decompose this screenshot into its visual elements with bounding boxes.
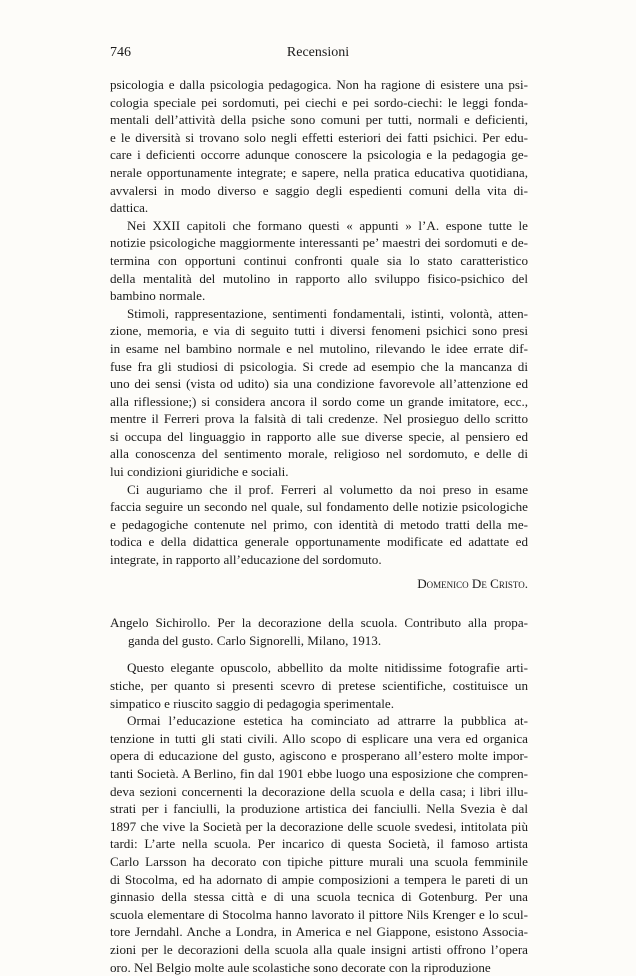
paragraph: [110, 76, 528, 217]
text-line: tore Jerndahl. Anche a Londra, in America e nel Giappone, esistono Associa-: [110, 923, 528, 941]
page-body: [110, 76, 528, 976]
citation-line: ganda del gusto. Carlo Signorelli, Milano, 1913.: [110, 632, 528, 650]
text-line: in esame nel bambino normale e nel mutolino, rilevando le idee errate dif-: [110, 340, 528, 358]
review-ferreri: [110, 76, 528, 569]
text-line: bambino normale.: [110, 287, 528, 305]
text-line: zione, memoria, e via di seguito tutti i diversi fenomeni psichici sono presi: [110, 322, 528, 340]
review-sichirollo-body: [110, 659, 528, 976]
page-header: [110, 45, 526, 65]
text-line: psicologia e dalla psicologia pedagogica. Non ha ragione di esistere una psi-: [110, 76, 528, 94]
text-line: notizie psicologiche maggiormente interessanti pe’ maestri dei sordomuti e de-: [110, 234, 528, 252]
text-line: ginnasio della stessa città e di una scuola tecnica di Gotenburg. Per una: [110, 888, 528, 906]
text-line: si occupa del linguaggio in rapporto alle sue diverse specie, al pensiero ed: [110, 428, 528, 446]
paragraph: [110, 217, 528, 305]
text-line: deva sezioni concernenti la decorazione della scuola e della casa; i libri illu-: [110, 783, 528, 801]
text-line: stiche, per quanto si presenti scevro di pretese scientifiche, costituisce un: [110, 677, 528, 695]
text-line: care i deficienti occorre adunque conoscere la psicologia e la pedagogia ge-: [110, 146, 528, 164]
text-line: uno dei sensi (vista od udito) sia una condizione favorevole all’attenzione ed: [110, 375, 528, 393]
text-line: strati per i fanciulli, la produzione artistica dei fanciulli. Nella Svezia è dal: [110, 800, 528, 818]
running-head: Recensioni: [110, 45, 526, 61]
text-line: mentali dell’attività della psiche sono comuni per tutti, normali e deficienti,: [110, 111, 528, 129]
text-line: cologia speciale pei sordomuti, pei ciechi e pei sordo-ciechi: le leggi fonda-: [110, 94, 528, 112]
text-line: integrate, in rapporto all’educazione del sordomuto.: [110, 551, 528, 569]
text-line: e pedagogiche contenute nel primo, con identità di metodo tratti della me-: [110, 516, 528, 534]
text-line: dattica.: [110, 199, 528, 217]
text-line: della mentalità del mutolino in rapporto allo sviluppo fisico-psichico del: [110, 270, 528, 288]
text-line: tanti Società. A Berlino, fin dal 1901 ebbe luogo una esposizione che compren-: [110, 765, 528, 783]
text-line: simpatico e riuscito saggio di pedagogia sperimentale.: [110, 695, 528, 713]
text-line: tardi: L’arte nella scuola. Per incarico di questa Società, il famoso artista: [110, 835, 528, 853]
text-line: Stimoli, rappresentazione, sentimenti fondamentali, istinti, volontà, atten-: [110, 305, 528, 323]
paragraph: [110, 305, 528, 481]
paragraph: [110, 481, 528, 569]
text-line: Nei XXII capitoli che formano questi « appunti » l’A. espone tutte le: [110, 217, 528, 235]
book-citation: [110, 614, 528, 649]
text-line: opera di educazione del gusto, agiscono e prosperano all’estero molte impor-: [110, 747, 528, 765]
text-line: di Stocolma, ed ha adornato di ampie composizioni a tempera le pareti di un: [110, 871, 528, 889]
text-line: avvalersi in modo diverso e saggio degli espedienti comuni della vita di-: [110, 182, 528, 200]
text-line: nerale opportunamente integrate; e sapere, nella pratica educativa quotidiana,: [110, 164, 528, 182]
review-sichirollo: [110, 614, 528, 976]
text-line: termina con opportuni continui confronti quale sia lo stato caratteristico: [110, 252, 528, 270]
reviewer-signature: Domenico De Cristo.: [110, 575, 528, 593]
text-line: Ci auguriamo che il prof. Ferreri al volumetto da noi preso in esame: [110, 481, 528, 499]
text-line: Ormai l’educazione estetica ha cominciato ad attrarre la pubblica at-: [110, 712, 528, 730]
text-line: alla conoscenza del sentimento morale, religioso nel sordomuto, e delle di: [110, 445, 528, 463]
text-line: mentre il Ferreri prova la falsità di tali credenze. Nel prosieguo dello scritto: [110, 410, 528, 428]
text-line: oro. Nel Belgio molte aule scolastiche sono decorate con la riproduzione: [110, 959, 528, 976]
text-line: faccia seguire un secondo nel quale, sul fondamento delle notizie psicologiche: [110, 498, 528, 516]
text-line: Questo elegante opuscolo, abbellito da molte nitidissime fotografie arti-: [110, 659, 528, 677]
text-line: 1897 che vive la Società per la decorazione delle scuole svedesi, intitolata più: [110, 818, 528, 836]
paragraph: [110, 712, 528, 976]
text-line: alla riflessione;) si considera ancora il sordo come un grande imitatore, ecc.,: [110, 393, 528, 411]
text-line: todica e della didattica generale opportunamente modificate ed adattate ed: [110, 533, 528, 551]
text-line: scuola elementare di Stocolma hanno lavorato il pittore Nils Krenger e lo scul-: [110, 906, 528, 924]
text-line: tenzione in tutti gli stati civili. Allo scopo di esplicare una vera ed organica: [110, 730, 528, 748]
text-line: zioni per le decorazioni della scuola alla quale insigni artisti offrono l’opera: [110, 941, 528, 959]
text-line: fuse fra gli studiosi di psicologia. Si crede ad esempio che la mancanza di: [110, 358, 528, 376]
citation-line: Angelo Sichirollo. Per la decorazione della scuola. Contributo alla propa-: [110, 614, 528, 632]
text-line: Carlo Larsson ha decorato con tipiche pitture murali una scuola femminile: [110, 853, 528, 871]
page-number: 746: [110, 45, 131, 61]
text-line: e le diversità si trovano solo negli effetti esteriori dei fatti psichici. Per edu-: [110, 129, 528, 147]
text-line: lui condizioni giuridiche e sociali.: [110, 463, 528, 481]
paragraph: [110, 659, 528, 712]
